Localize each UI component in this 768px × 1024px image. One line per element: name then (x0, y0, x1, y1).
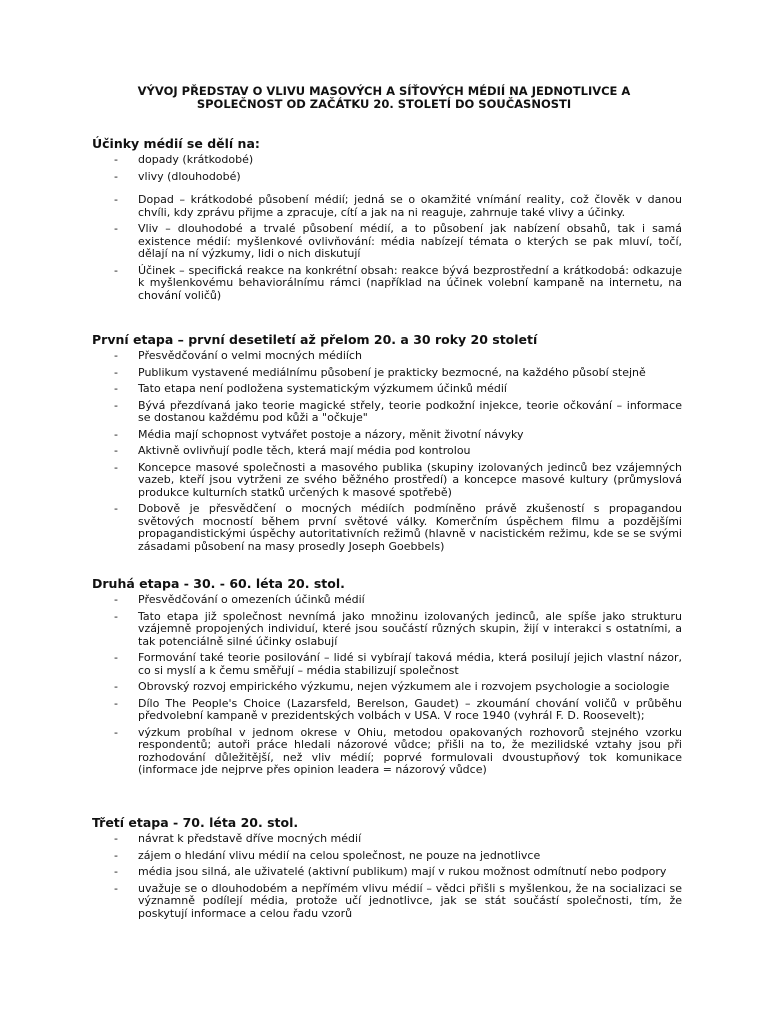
list-item: - Tato etapa není podložena systematickým výzkumem účinků médií (92, 383, 682, 396)
section-etapa-2 (92, 576, 682, 781)
list-item: - Obrovský rozvoj empirického výzkumu, nejen výzkumem ale i rozvojem psychologie a sociologie (92, 681, 682, 694)
list-item: - Přesvědčování o omezeních účinků médií (92, 594, 682, 607)
list-item: - vlivy (dlouhodobé) (92, 171, 682, 184)
section-heading: Účinky médií se dělí na: (92, 136, 260, 151)
list-item: - Aktivně ovlivňují podle těch, která mají média pod kontrolou (92, 445, 682, 458)
title-line-2: SPOLEČNOST OD ZAČÁTKU 20. STOLETÍ DO SOUČASNOSTI (196, 97, 572, 111)
list-item: - zájem o hledání vlivu médií na celou společnost, ne pouze na jednotlivce (92, 850, 682, 863)
section-intro (92, 136, 682, 306)
bullet-list (92, 350, 682, 553)
list-item: - Publikum vystavené mediálnímu působení je prakticky bezmocné, na každého působí stejně (92, 367, 682, 380)
section-etapa-1 (92, 332, 682, 557)
title-line-1: VÝVOJ PŘEDSTAV O VLIVU MASOVÝCH A SÍŤOVÝCH MÉDIÍ NA JEDNOTLIVCE A (137, 84, 631, 98)
bullet-list (92, 833, 682, 920)
list-item: - Přesvědčování o velmi mocných médiích (92, 350, 682, 363)
list-item: - uvažuje se o dlouhodobém a nepřímém vlivu médií – vědci přišli s myšlenkou, že na socializaci se významně podílejí média, protože učí jednotlivce, jak se stát součástí společnosti, tím, že poskytují informace a celou řadu vzorů (92, 883, 682, 921)
list-item: - Dobově je přesvědčení o mocných médiích podmíněno právě zkušeností s propagandou světových mocností během první světové války. Komerčním úspěchem filmu a pozdějšími propagandistickými úspěchy autoritativních režimů (hlavně v nacistickém režimu, kde se se svými zásadami působení na masy prosedly Joseph Goebbels) (92, 503, 682, 553)
section-etapa-3 (92, 815, 682, 924)
section-heading: První etapa – první desetiletí až přelom 20. a 30 roky 20 století (92, 332, 538, 347)
list-item: - Bývá přezdívaná jako teorie magické střely, teorie podkožní injekce, teorie očkování – informace se dostanou každému pod kůži a "očkuje" (92, 400, 682, 425)
bullet-list (92, 154, 682, 302)
list-item: - Dílo The People's Choice (Lazarsfeld, Berelson, Gaudet) – zkoumání chování voličů v průběhu předvolební kampaně v prezidentských volbách v USA. V roce 1940 (vyhrál F. D. Roosevelt); (92, 698, 682, 723)
section-heading: Třetí etapa - 70. léta 20. stol. (92, 815, 299, 830)
list-item: - Tato etapa již společnost nevnímá jako množinu izolovaných jedinců, ale spíše jako strukturu vzájemně propojených individuí, které jsou součástí různých skupin, žijí v interakci s ostatními, a tak potenciálně silné účinky oslabují (92, 611, 682, 649)
list-item: - dopady (krátkodobé) (92, 154, 682, 167)
list-item: - Dopad – krátkodobé působení médií; jedná se o okamžité vnímání reality, což člověk v danou chvíli, kdy zprávu přijme a zpracuje, cítí a jak na ni reaguje, zahrnuje také vlivy a účinky. (92, 194, 682, 219)
document-title (100, 85, 668, 111)
section-heading: Druhá etapa - 30. - 60. léta 20. stol. (92, 576, 345, 591)
list-item: - Média mají schopnost vytvářet postoje a názory, měnit životní návyky (92, 429, 682, 442)
list-item: - návrat k představě dříve mocných médií (92, 833, 682, 846)
list-item: - výzkum probíhal v jednom okrese v Ohiu, metodou opakovaných rozhovorů stejného vzorku respondentů; autoři práce hledali názorové vůdce; přišli na to, že mezilidské vztahy jsou při rozhodování důležitější, než vliv médií; poprvé formulovali dvoustupňový tok komunikace (informace jde nejprve přes opinion leadera = názorový vůdce) (92, 727, 682, 777)
list-item: - Formování také teorie posilování – lidé si vybírají taková média, která posilují jejich vlastní názor, co si myslí a k čemu směřují – média stabilizují společnost (92, 652, 682, 677)
bullet-list (92, 594, 682, 777)
list-item: - Koncepce masové společnosti a masového publika (skupiny izolovaných jedinců bez vzájemných vazeb, kteří jsou vytrženi ze svého běžného prostředí) a koncepce masové kultury (průmyslová produkce kulturních statků určených k masové spotřebě) (92, 462, 682, 500)
list-item: - média jsou silná, ale uživatelé (aktivní publikum) mají v rukou možnost odmítnutí nebo podpory (92, 866, 682, 879)
list-item: - Vliv – dlouhodobé a trvalé působení médií, a to působení jak nabízení obsahů, tak i samá existence médií: myšlenkové ovlivňování: média nabízejí témata o kterých se pak mluví, točí, dělají na ní výzkumy, lidi o nich diskutují (92, 223, 682, 261)
list-item: - Účinek – specifická reakce na konkrétní obsah: reakce bývá bezprostřední a krátkodobá: odkazuje k myšlenkovému behaviorálnímu rámci (například na účinek volební kampaně na internetu, na chování voličů) (92, 265, 682, 303)
